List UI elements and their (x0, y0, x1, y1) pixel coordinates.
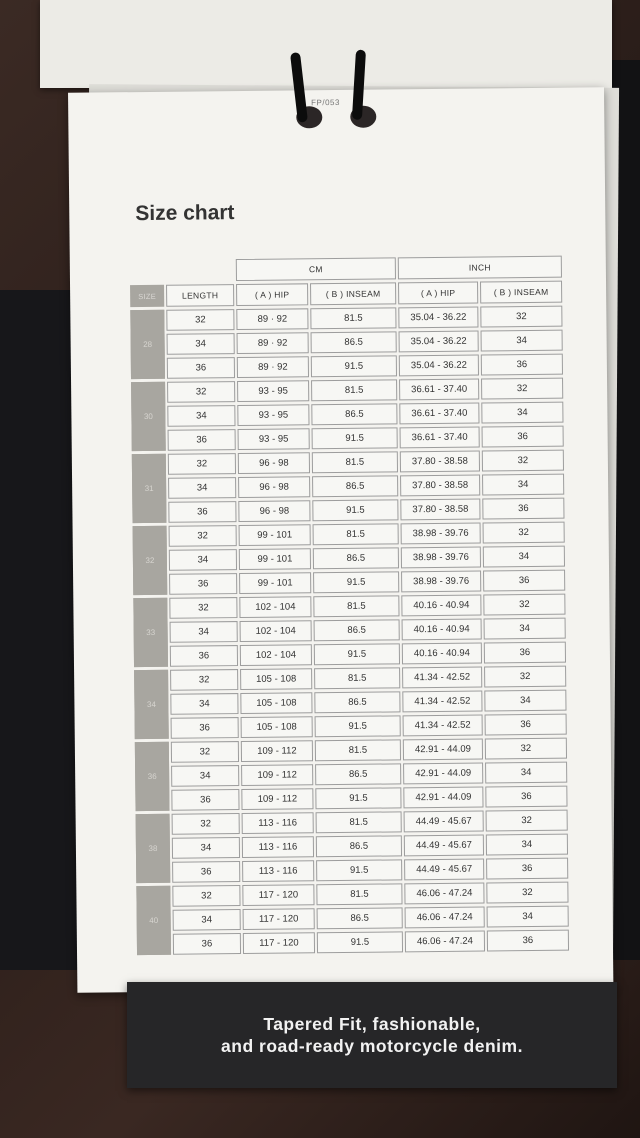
size-table-body (130, 306, 569, 955)
length-cell: 36 (167, 357, 235, 379)
inch-hip-cell: 35.04 - 36.22 (399, 331, 479, 353)
size-cell: 30 (131, 382, 166, 451)
length-cell: 36 (169, 573, 237, 595)
cm-inseam-column-header: ( B ) INSEAM (310, 282, 396, 305)
size-cell: 38 (136, 814, 171, 883)
cm-inseam-cell: 86.5 (315, 763, 401, 785)
length-cell: 34 (170, 621, 238, 643)
table-row (135, 762, 567, 788)
table-row (131, 378, 563, 404)
group-header-row (130, 256, 562, 283)
table-row (133, 522, 565, 548)
size-cell: 40 (136, 886, 171, 955)
slogan-line-1: Tapered Fit, fashionable, (263, 1014, 481, 1034)
table-row (135, 714, 567, 740)
cm-inseam-cell: 86.5 (312, 475, 398, 497)
length-cell: 36 (171, 789, 239, 811)
cm-hip-cell: 113 - 116 (242, 860, 314, 882)
inch-inseam-cell: 34 (484, 690, 566, 712)
inch-hip-column-header: ( A ) HIP (398, 282, 478, 305)
cm-inseam-cell: 86.5 (314, 691, 400, 713)
cm-inseam-cell: 91.5 (313, 571, 399, 593)
size-cell: 32 (133, 526, 168, 595)
length-cell: 32 (172, 813, 240, 835)
cm-inseam-cell: 91.5 (316, 859, 402, 881)
cm-inseam-cell: 81.5 (314, 667, 400, 689)
cm-hip-cell: 109 - 112 (241, 740, 313, 762)
cm-hip-cell: 109 - 112 (241, 788, 313, 810)
cm-hip-cell: 96 - 98 (238, 500, 310, 522)
cm-hip-cell: 113 - 116 (242, 812, 314, 834)
inch-inseam-cell: 36 (487, 930, 569, 952)
table-row (132, 450, 564, 476)
inch-hip-cell: 40.16 - 40.94 (402, 643, 482, 665)
inch-hip-cell: 36.61 - 37.40 (399, 403, 479, 425)
length-cell: 36 (171, 717, 239, 739)
cm-hip-cell: 99 - 101 (239, 548, 311, 570)
inch-hip-cell: 42.91 - 44.09 (403, 786, 483, 808)
size-column-header: SIZE (130, 285, 164, 307)
inch-inseam-cell: 32 (486, 810, 568, 832)
inch-inseam-cell: 36 (485, 714, 567, 736)
table-row (136, 810, 568, 836)
inch-inseam-cell: 36 (483, 570, 565, 592)
table-row (130, 306, 562, 332)
cm-hip-cell: 89 · 92 (237, 356, 309, 378)
column-header-row (130, 281, 562, 308)
cm-hip-cell: 102 - 104 (240, 620, 312, 642)
inch-hip-cell: 38.98 - 39.76 (401, 571, 481, 593)
table-row (132, 426, 564, 452)
inch-hip-cell: 37.80 - 38.58 (400, 451, 480, 473)
length-cell: 34 (171, 765, 239, 787)
inch-hip-cell: 44.49 - 45.67 (404, 810, 484, 832)
cm-inseam-cell: 81.5 (313, 523, 399, 545)
inch-inseam-cell: 36 (486, 858, 568, 880)
inch-hip-cell: 41.34 - 42.52 (402, 691, 482, 713)
card-code: FP/053 (311, 97, 340, 108)
inch-inseam-cell: 34 (481, 402, 563, 424)
cm-inseam-cell: 91.5 (312, 427, 398, 449)
length-cell: 32 (169, 597, 237, 619)
table-row (134, 666, 566, 692)
cm-inseam-cell: 91.5 (315, 715, 401, 737)
cm-hip-cell: 99 - 101 (239, 572, 311, 594)
size-cell: 34 (134, 670, 169, 739)
table-row (134, 642, 566, 668)
inch-hip-cell: 41.34 - 42.52 (403, 714, 483, 736)
cm-hip-cell: 109 - 112 (241, 764, 313, 786)
bottom-tag (127, 982, 617, 1088)
cm-inseam-cell: 86.5 (317, 907, 403, 929)
inch-hip-cell: 38.98 - 39.76 (401, 523, 481, 545)
inch-hip-cell: 44.49 - 45.67 (404, 834, 484, 856)
size-cell: 31 (132, 454, 167, 523)
inch-inseam-cell: 32 (483, 522, 565, 544)
table-row (134, 690, 566, 716)
cm-hip-cell: 102 - 104 (239, 596, 311, 618)
cm-inseam-cell: 81.5 (315, 739, 401, 761)
size-table (128, 253, 571, 959)
cm-hip-cell: 105 - 108 (240, 692, 312, 714)
length-cell: 34 (167, 333, 235, 355)
length-cell: 34 (168, 477, 236, 499)
inch-hip-cell: 46.06 - 47.24 (405, 906, 485, 928)
inch-hip-cell: 38.98 - 39.76 (401, 547, 481, 569)
length-cell: 32 (168, 453, 236, 475)
table-row (133, 594, 565, 620)
inch-hip-cell: 40.16 - 40.94 (401, 595, 481, 617)
cm-inseam-cell: 81.5 (312, 451, 398, 473)
cm-inseam-cell: 86.5 (311, 331, 397, 353)
cm-inseam-cell: 86.5 (316, 835, 402, 857)
inch-hip-cell: 36.61 - 37.40 (399, 379, 479, 401)
inch-inseam-cell: 32 (484, 666, 566, 688)
length-cell: 36 (170, 645, 238, 667)
length-cell: 32 (166, 309, 234, 331)
table-row (131, 402, 563, 428)
length-cell: 32 (170, 669, 238, 691)
length-cell: 36 (172, 861, 240, 883)
cm-inseam-cell: 91.5 (315, 787, 401, 809)
inch-hip-cell: 42.91 - 44.09 (403, 762, 483, 784)
slogan-line-2: and road-ready motorcycle denim. (221, 1036, 523, 1056)
inch-hip-cell: 46.06 - 47.24 (405, 930, 485, 952)
length-cell: 36 (173, 933, 241, 955)
size-cell: 28 (130, 310, 165, 379)
size-table-wrap (128, 253, 571, 959)
cm-inseam-cell: 81.5 (316, 811, 402, 833)
cm-inseam-cell: 86.5 (314, 619, 400, 641)
inch-hip-cell: 35.04 - 36.22 (398, 307, 478, 329)
inch-inseam-column-header: ( B ) INSEAM (480, 281, 562, 304)
inch-inseam-cell: 34 (484, 618, 566, 640)
cm-hip-cell: 117 - 120 (242, 884, 314, 906)
length-cell: 32 (169, 525, 237, 547)
inch-inseam-cell: 34 (481, 330, 563, 352)
cm-inseam-cell: 86.5 (313, 547, 399, 569)
inch-inseam-cell: 34 (483, 546, 565, 568)
size-cell: 36 (135, 742, 170, 811)
inch-hip-cell: 42.91 - 44.09 (403, 738, 483, 760)
length-column-header: LENGTH (166, 284, 234, 307)
size-chart-card (68, 87, 613, 993)
cm-inseam-cell: 81.5 (316, 883, 402, 905)
cm-inseam-cell: 86.5 (311, 403, 397, 425)
inch-inseam-cell: 36 (482, 498, 564, 520)
cm-inseam-cell: 81.5 (310, 307, 396, 329)
inch-hip-cell: 40.16 - 40.94 (402, 619, 482, 641)
length-cell: 36 (168, 501, 236, 523)
inch-header: INCH (398, 256, 562, 280)
cm-hip-cell: 105 - 108 (241, 716, 313, 738)
length-cell: 32 (167, 381, 235, 403)
cm-hip-cell: 89 · 92 (237, 332, 309, 354)
inch-hip-cell: 46.06 - 47.24 (404, 882, 484, 904)
cm-hip-cell: 89 · 92 (236, 308, 308, 330)
inch-hip-cell: 41.34 - 42.52 (402, 667, 482, 689)
inch-hip-cell: 37.80 - 38.58 (400, 475, 480, 497)
cm-hip-cell: 93 - 95 (238, 428, 310, 450)
inch-inseam-cell: 34 (485, 762, 567, 784)
table-row (136, 882, 568, 908)
inch-inseam-cell: 34 (486, 834, 568, 856)
table-row (134, 618, 566, 644)
cm-hip-cell: 117 - 120 (243, 932, 315, 954)
inch-hip-cell: 36.61 - 37.40 (400, 427, 480, 449)
size-cell: 33 (133, 598, 168, 667)
inch-hip-cell: 35.04 - 36.22 (399, 355, 479, 377)
card-title: Size chart (135, 201, 235, 226)
inch-inseam-cell: 32 (485, 738, 567, 760)
length-cell: 32 (172, 885, 240, 907)
cm-hip-cell: 117 - 120 (243, 908, 315, 930)
length-cell: 32 (171, 741, 239, 763)
cm-hip-cell: 93 - 95 (237, 380, 309, 402)
cm-hip-column-header: ( A ) HIP (236, 283, 308, 306)
cm-inseam-cell: 91.5 (311, 355, 397, 377)
length-cell: 34 (167, 405, 235, 427)
cm-hip-cell: 96 - 98 (238, 476, 310, 498)
table-row (133, 546, 565, 572)
cm-hip-cell: 93 - 95 (237, 404, 309, 426)
cm-hip-cell: 102 - 104 (240, 644, 312, 666)
length-cell: 34 (172, 837, 240, 859)
inch-inseam-cell: 36 (485, 786, 567, 808)
inch-hip-cell: 37.80 - 38.58 (400, 499, 480, 521)
cm-header: CM (236, 257, 396, 281)
inch-inseam-cell: 36 (481, 354, 563, 376)
inch-inseam-cell: 32 (486, 882, 568, 904)
table-row (137, 906, 569, 932)
length-cell: 34 (170, 693, 238, 715)
inch-inseam-cell: 32 (482, 450, 564, 472)
table-row (135, 786, 567, 812)
inch-inseam-cell: 36 (482, 426, 564, 448)
cm-hip-cell: 105 - 108 (240, 668, 312, 690)
inch-inseam-cell: 32 (480, 306, 562, 328)
table-row (131, 354, 563, 380)
cm-inseam-cell: 91.5 (314, 643, 400, 665)
inch-inseam-cell: 34 (482, 474, 564, 496)
cm-inseam-cell: 81.5 (313, 595, 399, 617)
length-cell: 34 (169, 549, 237, 571)
inch-inseam-cell: 34 (487, 906, 569, 928)
top-tag (40, 0, 612, 88)
cm-hip-cell: 96 - 98 (238, 452, 310, 474)
inch-inseam-cell: 32 (483, 594, 565, 616)
table-row (136, 858, 568, 884)
table-row (135, 738, 567, 764)
table-row (137, 930, 569, 956)
table-row (132, 498, 564, 524)
cm-inseam-cell: 81.5 (311, 379, 397, 401)
inch-hip-cell: 44.49 - 45.67 (404, 858, 484, 880)
cm-hip-cell: 99 - 101 (239, 524, 311, 546)
length-cell: 34 (173, 909, 241, 931)
table-row (131, 330, 563, 356)
inch-inseam-cell: 32 (481, 378, 563, 400)
table-row (136, 834, 568, 860)
table-row (133, 570, 565, 596)
length-cell: 36 (168, 429, 236, 451)
inch-inseam-cell: 36 (484, 642, 566, 664)
cm-inseam-cell: 91.5 (312, 499, 398, 521)
cm-inseam-cell: 91.5 (317, 931, 403, 953)
table-row (132, 474, 564, 500)
cm-hip-cell: 113 - 116 (242, 836, 314, 858)
